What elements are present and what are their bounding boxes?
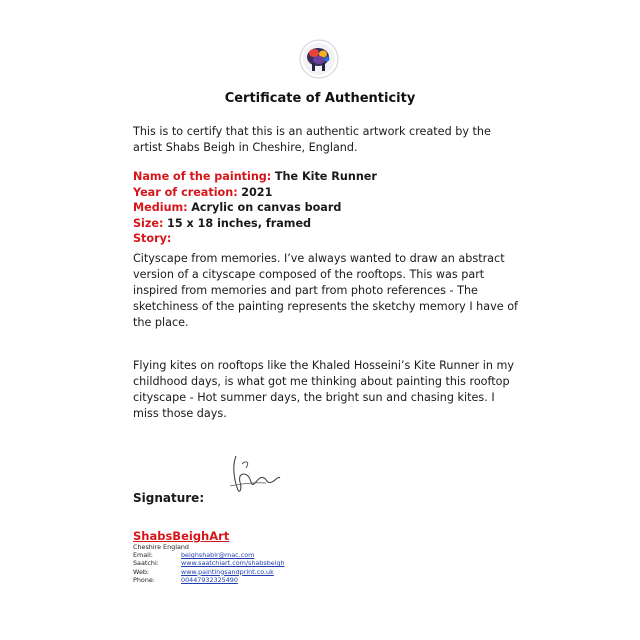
field-story: [133, 231, 377, 247]
handwritten-signature: [222, 446, 286, 500]
email-link[interactable]: beighshabir@mac.com: [181, 551, 255, 560]
field-name-value: The Kite Runner: [274, 170, 377, 183]
contact-row-email: [133, 551, 285, 559]
contact-row-saatchi: [133, 559, 285, 567]
field-medium: [133, 200, 377, 216]
field-size-label: Size:: [133, 216, 164, 230]
artist-logo-icon: [299, 39, 339, 79]
contact-block: [133, 543, 285, 584]
certificate-title: Certificate of Authenticity: [224, 91, 416, 106]
contact-row-phone: [133, 576, 285, 584]
field-size: [133, 216, 377, 232]
brand-name: ShabsBeighArt: [133, 529, 230, 543]
artwork-details: [133, 169, 377, 247]
field-year-value: 2021: [241, 185, 273, 199]
signature-label: Signature:: [133, 491, 205, 505]
field-size-value: 15 x 18 inches, framed: [167, 216, 312, 230]
contact-key: Email:: [133, 551, 153, 560]
saatchi-link[interactable]: www.saatchiart.com/shabsbeigh: [181, 559, 285, 568]
contact-row-web: [133, 568, 285, 576]
field-medium-value: Acrylic on canvas board: [191, 201, 342, 214]
story-paragraph-1: Cityscape from memories. I’ve always wanted to draw an abstract version of a cityscape composed of the rooftops. This was part inspired from memories and part from photo references - The sketchiness of the painting represents the sketchy memory I have of the place.: [133, 252, 518, 329]
story-paragraph-2: Flying kites on rooftops like the Khaled Hosseini’s Kite Runner in my childhood days, is what got me thinking about painting this rooftop cityscape - Hot summer days, the bright sun and chasing kites. I miss those days.: [133, 359, 515, 420]
field-year-label: Year of creation:: [133, 185, 238, 199]
web-link[interactable]: www.paintingsandprint.co.uk: [181, 567, 274, 576]
field-name-label: Name of the painting:: [133, 170, 272, 183]
field-medium-label: Medium:: [133, 201, 188, 214]
contact-key: Web:: [133, 567, 150, 576]
field-name: [133, 169, 377, 185]
field-story-label: Story:: [133, 232, 172, 245]
location: Cheshire England: [133, 543, 189, 551]
phone-number: 00447932325490: [181, 575, 238, 584]
contact-key: Phone:: [133, 575, 155, 584]
contact-key: Saatchi:: [133, 559, 159, 568]
field-year: [133, 185, 377, 201]
certificate-intro: This is to certify that this is an authentic artwork created by the artist Shabs Beigh in Cheshire, England.: [133, 125, 491, 154]
